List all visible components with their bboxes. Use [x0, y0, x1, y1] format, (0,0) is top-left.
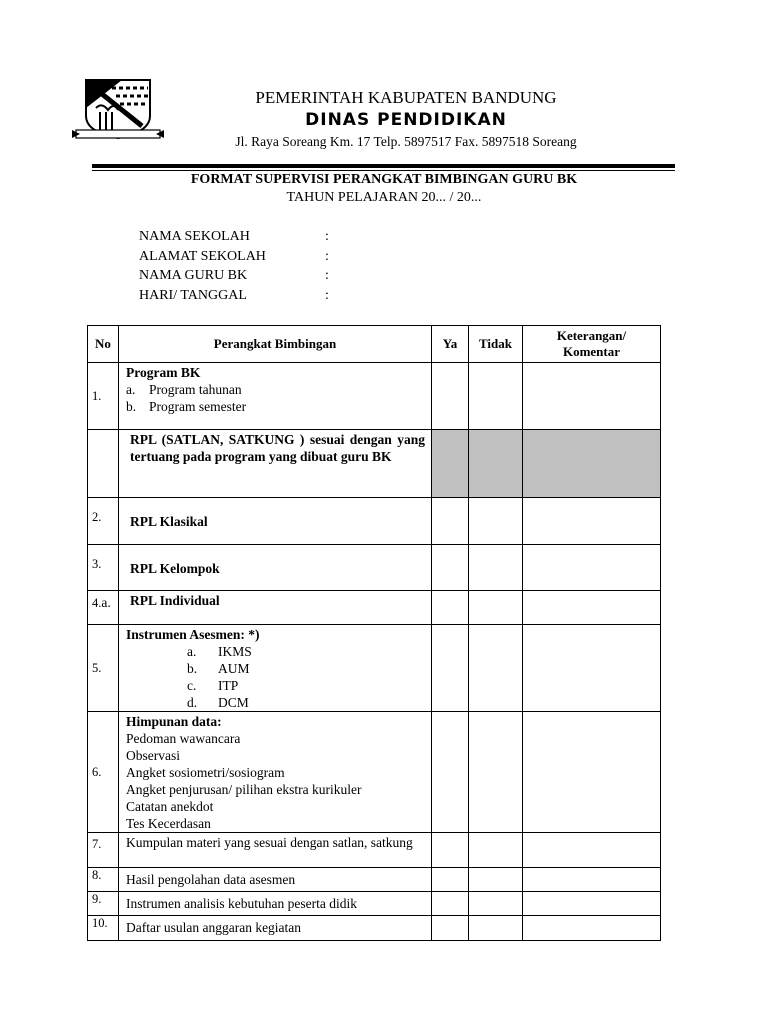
table-row [88, 625, 661, 712]
cell-tidak[interactable] [469, 625, 523, 712]
cell-ya[interactable] [432, 545, 469, 591]
table-row [88, 363, 661, 430]
row-subitem: b. Program semester [126, 399, 247, 414]
info-colon: : [325, 229, 329, 244]
info-colon: : [325, 268, 329, 283]
col-header-no: No [88, 326, 119, 363]
table-row [88, 868, 661, 892]
cell-keterangan[interactable] [523, 868, 661, 892]
row-item: RPL Individual [119, 591, 432, 625]
cell-tidak[interactable] [469, 916, 523, 941]
cell-ya[interactable] [432, 591, 469, 625]
cell-tidak[interactable] [469, 833, 523, 868]
row-line: Angket penjurusan/ pilihan ekstra kurikuler [126, 782, 362, 797]
row-number: 7. [88, 833, 119, 868]
header-divider-thick [92, 164, 675, 168]
header-government: PEMERINTAH KABUPATEN BANDUNG [255, 88, 557, 107]
cell-ya[interactable] [432, 868, 469, 892]
row-item-title: Program BK [126, 365, 201, 380]
row-number: 6. [88, 712, 119, 833]
cell-ya[interactable] [432, 498, 469, 545]
table-header-row [88, 326, 661, 363]
row-item: Kumpulan materi yang sesuai dengan satlan, satkung [119, 833, 432, 868]
cell-tidak[interactable] [469, 892, 523, 916]
col-header-tidak: Tidak [469, 326, 523, 363]
row-subitem: d. DCM [187, 695, 249, 710]
row-line: Observasi [126, 748, 180, 763]
row-number: 8. [88, 868, 119, 892]
cell-tidak[interactable] [469, 498, 523, 545]
cell-keterangan [523, 430, 661, 498]
table-row [88, 892, 661, 916]
kabupaten-logo [72, 78, 164, 142]
cell-tidak [469, 430, 523, 498]
cell-ya [432, 430, 469, 498]
row-number: 2. [88, 498, 119, 545]
cell-tidak[interactable] [469, 712, 523, 833]
row-subitem: b. AUM [187, 661, 250, 676]
info-date [139, 288, 399, 308]
cell-tidak[interactable] [469, 545, 523, 591]
row-number: 9. [88, 892, 119, 916]
row-item [119, 363, 432, 430]
row-line: Pedoman wawancara [126, 731, 241, 746]
info-block [139, 229, 399, 307]
info-school-name [139, 229, 399, 249]
cell-ya[interactable] [432, 892, 469, 916]
cell-ya[interactable] [432, 712, 469, 833]
table-row [88, 916, 661, 941]
cell-ya[interactable] [432, 625, 469, 712]
info-teacher-name [139, 268, 399, 288]
table-row [88, 430, 661, 498]
row-line: Angket sosiometri/sosiogram [126, 765, 285, 780]
cell-keterangan[interactable] [523, 892, 661, 916]
info-colon: : [325, 287, 329, 303]
table-row [88, 712, 661, 833]
table-row [88, 591, 661, 625]
info-school-address [139, 249, 399, 269]
row-number: 3. [88, 545, 119, 591]
row-subitem: a. IKMS [187, 644, 252, 659]
row-subitem: c. ITP [187, 678, 239, 693]
table-row [88, 545, 661, 591]
row-item: Daftar usulan anggaran kegiatan [119, 916, 432, 941]
cell-keterangan[interactable] [523, 712, 661, 833]
cell-keterangan[interactable] [523, 591, 661, 625]
info-label: ALAMAT SEKOLAH [139, 248, 266, 264]
col-header-keterangan [523, 326, 661, 363]
cell-tidak[interactable] [469, 868, 523, 892]
row-number [88, 430, 119, 498]
row-item: Instrumen analisis kebutuhan peserta didik [119, 892, 432, 916]
cell-tidak[interactable] [469, 363, 523, 430]
row-number: 5. [88, 625, 119, 712]
row-item: RPL Kelompok [119, 545, 432, 591]
cell-ya[interactable] [432, 916, 469, 941]
row-line: Catatan anekdot [126, 799, 214, 814]
instrument-list [126, 643, 425, 711]
cell-keterangan[interactable] [523, 916, 661, 941]
cell-keterangan[interactable] [523, 363, 661, 430]
cell-keterangan[interactable] [523, 498, 661, 545]
row-subitem: a. Program tahunan [126, 382, 242, 397]
row-line: Tes Kecerdasan [126, 816, 211, 831]
info-label: NAMA GURU BK [139, 268, 248, 283]
cell-ya[interactable] [432, 833, 469, 868]
row-item-title: Instrumen Asesmen: *) [126, 627, 260, 642]
cell-keterangan[interactable] [523, 833, 661, 868]
col-header-keterangan-line2: Komentar [562, 344, 621, 359]
cell-keterangan[interactable] [523, 625, 661, 712]
info-label: NAMA SEKOLAH [139, 229, 250, 244]
info-label: HARI/ TANGGAL [139, 287, 247, 303]
row-item [119, 712, 432, 833]
header-divider-thin [92, 170, 675, 171]
cell-ya[interactable] [432, 363, 469, 430]
row-item-title: Himpunan data: [126, 714, 222, 729]
row-number: 4.a. [88, 591, 119, 625]
cell-keterangan[interactable] [523, 545, 661, 591]
supervision-table [87, 325, 661, 941]
academic-year: TAHUN PELAJARAN 20... / 20... [286, 190, 482, 205]
document-title: FORMAT SUPERVISI PERANGKAT BIMBINGAN GURU BK [190, 172, 578, 187]
header-agency: DINAS PENDIDIKAN [305, 110, 507, 130]
col-header-ya: Ya [432, 326, 469, 363]
header-address: Jl. Raya Soreang Km. 17 Telp. 5897517 Fax. 5897518 Soreang [235, 134, 577, 149]
row-number: 10. [88, 916, 119, 941]
row-number: 1. [88, 363, 119, 430]
info-colon: : [325, 248, 329, 264]
col-header-keterangan-line1: Keterangan/ [556, 328, 627, 343]
table-row [88, 833, 661, 868]
row-item: RPL Klasikal [119, 498, 432, 545]
row-item: Hasil pengolahan data asesmen [119, 868, 432, 892]
row-item [119, 625, 432, 712]
table-row [88, 498, 661, 545]
row-item: RPL (SATLAN, SATKUNG ) sesuai dengan yang tertuang pada program yang dibuat guru BK [119, 430, 432, 498]
col-header-item: Perangkat Bimbingan [119, 326, 432, 363]
cell-tidak[interactable] [469, 591, 523, 625]
